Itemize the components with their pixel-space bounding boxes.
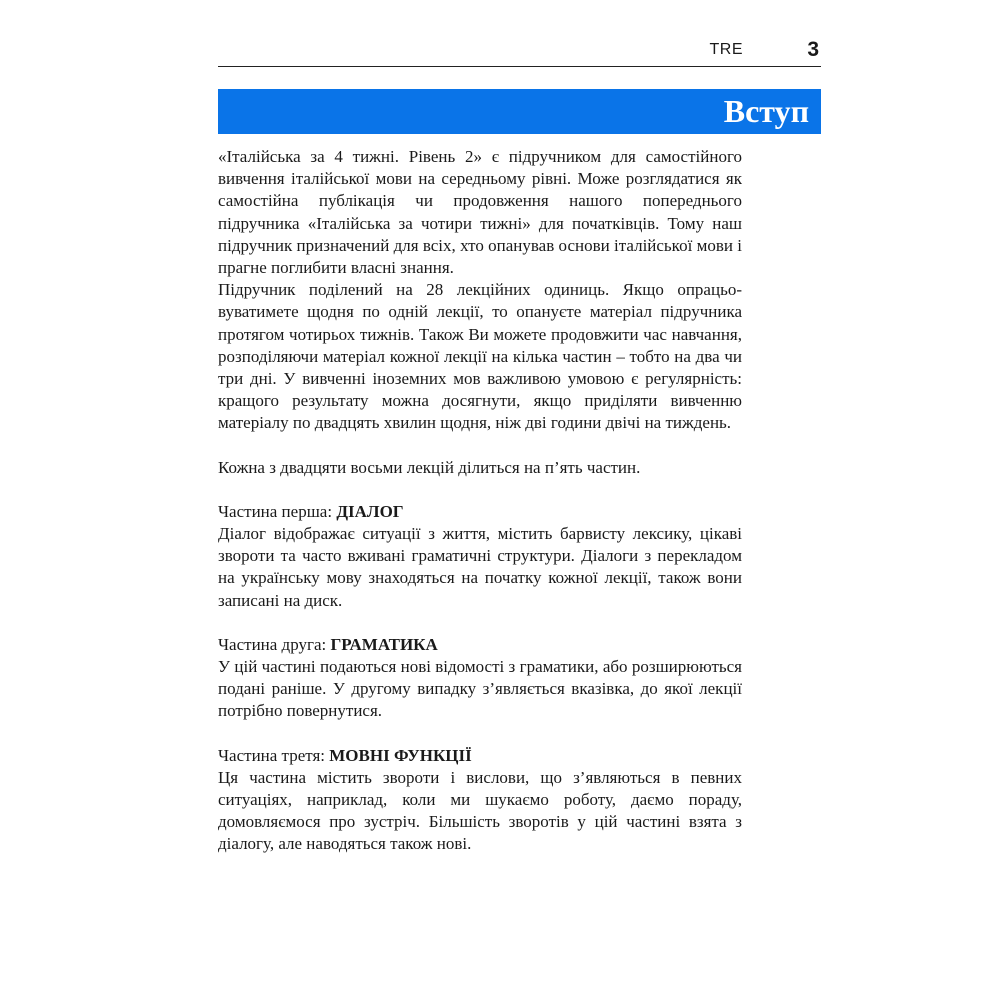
part-text-grammar: У цій частині подаються нові відомості з граматики, або розширюються подані раніше. У другому випадку з’являється вказівка, до якої лекції потрібно повернутися. (218, 657, 742, 721)
part-label: Частина третя: (218, 745, 330, 765)
part-heading-language-functions (218, 745, 742, 767)
intro-paragraph-1: «Італійська за 4 тижні. Рівень 2» є підручником для самостійного вивчення італійської мови на середньому рівні. Може розглядатися як самостійна публікація чи продовження нашого попереднього підручника «Італійська за чотири тижні» для початківців. Тому наш підручник призначений для всіх, хто опанував основи італійської мови і прагне поглибити власні знання. (218, 147, 742, 278)
page-number: 3 (807, 38, 819, 61)
chapter-banner (218, 89, 821, 134)
part-text-language-functions: Ця частина містить звороти і вислови, що з’являються в певних ситуаціях, наприклад, коли ми шукаємо роботу, даємо пораду, домовляємося про зустріч. Більшість зворотів у цій частині взята з діалогу, але наводяться також нові. (218, 767, 742, 854)
part-name: ГРАМАТИКА (330, 634, 438, 654)
intro-paragraph-3: Кожна з двадцяти восьми лекцій ділиться на п’ять частин. (218, 457, 641, 477)
running-title: TRE (709, 41, 743, 58)
running-header (218, 38, 821, 67)
part-name: МОВНІ ФУНКЦІЇ (329, 745, 472, 765)
part-text-dialogue: Діалог відображає ситуації з життя, містить барвисту лексику, цікаві звороти та часто вживані граматичні структури. Діалоги з перекладом на українську мову знаходяться на початку кожної лекції, також вони записані на диск. (218, 524, 742, 610)
part-heading-grammar (218, 634, 742, 656)
intro-paragraph-2: Підручник поділений на 28 лекційних одиниць. Якщо опрацьовуватимете щодня по одній лекції, то опануєте матеріал підручника протягом чотирьох тижнів. Також Ви можете продовжити час навчання, розподіляючи матеріал кожної лекції на кілька частин – тобто на два чи три дні. У вивченні іноземних мов важливою умовою є регулярність: кращого результату можна досягнути, якщо приділяти вивченню матеріалу по двадцять хвилин щодня, ніж дві години двічі на тиждень. (218, 280, 742, 433)
part-name: ДІАЛОГ (336, 501, 404, 521)
part-heading-dialogue (218, 501, 742, 523)
chapter-title: Вступ (723, 93, 809, 129)
body-text (218, 146, 742, 856)
part-label: Частина друга: (218, 634, 331, 654)
part-label: Частина перша: (218, 501, 337, 521)
